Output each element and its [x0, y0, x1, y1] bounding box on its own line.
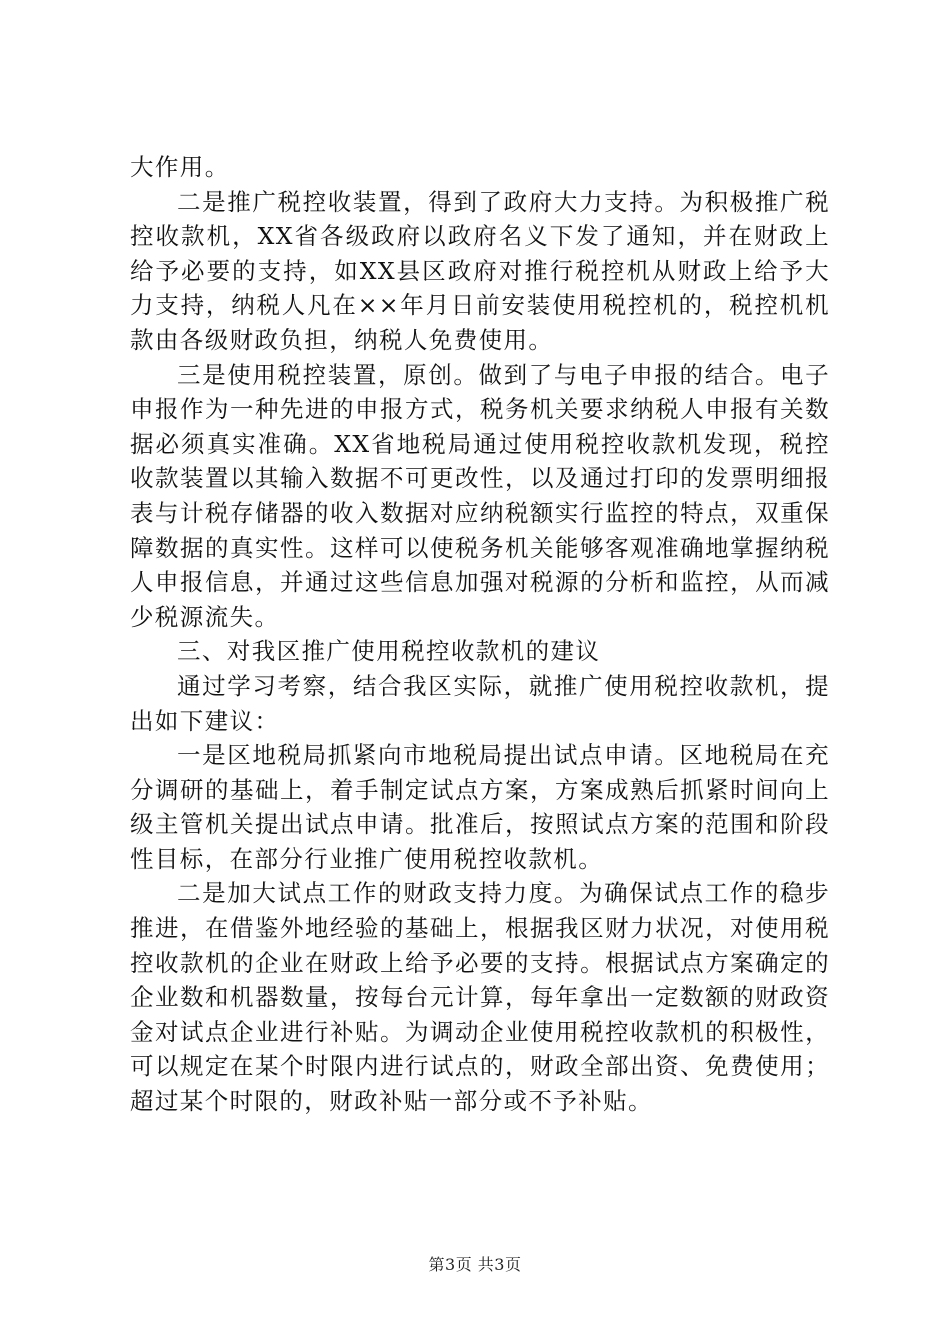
paragraph-2: 二是推广税控收装置，得到了政府大力支持。为积极推广税控收款机，XX省各级政府以政府名义下发了通知，并在财政上给予必要的支持，如XX县区政府对推行税控机从财政上给予大力支持，纳税人凡在××年月日前安装使用税控机的，税控机机款由各级财政负担，纳税人免费使用。: [130, 187, 830, 354]
section-heading: 三、对我区推广使用税控收款机的建议: [177, 637, 601, 666]
page-number-footer: 第3页 共3页: [428, 1255, 522, 1274]
paragraph-3: 三是使用税控装置，原创。做到了与电子申报的结合。电子申报作为一种先进的申报方式，税务机关要求纳税人申报有关数据必须真实准确。XX省地税局通过使用税控收款机发现，税控收款装置以其输入数据不可更改性，以及通过打印的发票明细报表与计税存储器的收入数据对应纳税额实行监控的特点，双重保障数据的真实性。这样可以使税务机关能够客观准确地掌握纳税人申报信息，并通过这些信息加强对税源的分析和监控，从而减少税源流失。: [130, 360, 830, 631]
paragraph-4: 通过学习考察，结合我区实际，就推广使用税控收款机，提出如下建议：: [130, 671, 830, 735]
paragraph-6: 二是加大试点工作的财政支持力度。为确保试点工作的稳步推进，在借鉴外地经验的基础上，根据我区财力状况，对使用税控收款机的企业在财政上给予必要的支持。根据试点方案确定的企业数和机器数量，按每台元计算，每年拿出一定数额的财政资金对试点企业进行补贴。为调动企业使用税控收款机的积极性，可以规定在某个时限内进行试点的，财政全部出资、免费使用；超过某个时限的，财政补贴一部分或不予补贴。: [130, 879, 830, 1116]
document-body: [130, 150, 830, 1119]
paragraph-5: 一是区地税局抓紧向市地税局提出试点申请。区地税局在充分调研的基础上，着手制定试点方案，方案成熟后抓紧时间向上级主管机关提出试点申请。批准后，按照试点方案的范围和阶段性目标，在部分行业推广使用税控收款机。: [130, 741, 830, 873]
paragraph-1: 大作用。: [130, 153, 230, 181]
